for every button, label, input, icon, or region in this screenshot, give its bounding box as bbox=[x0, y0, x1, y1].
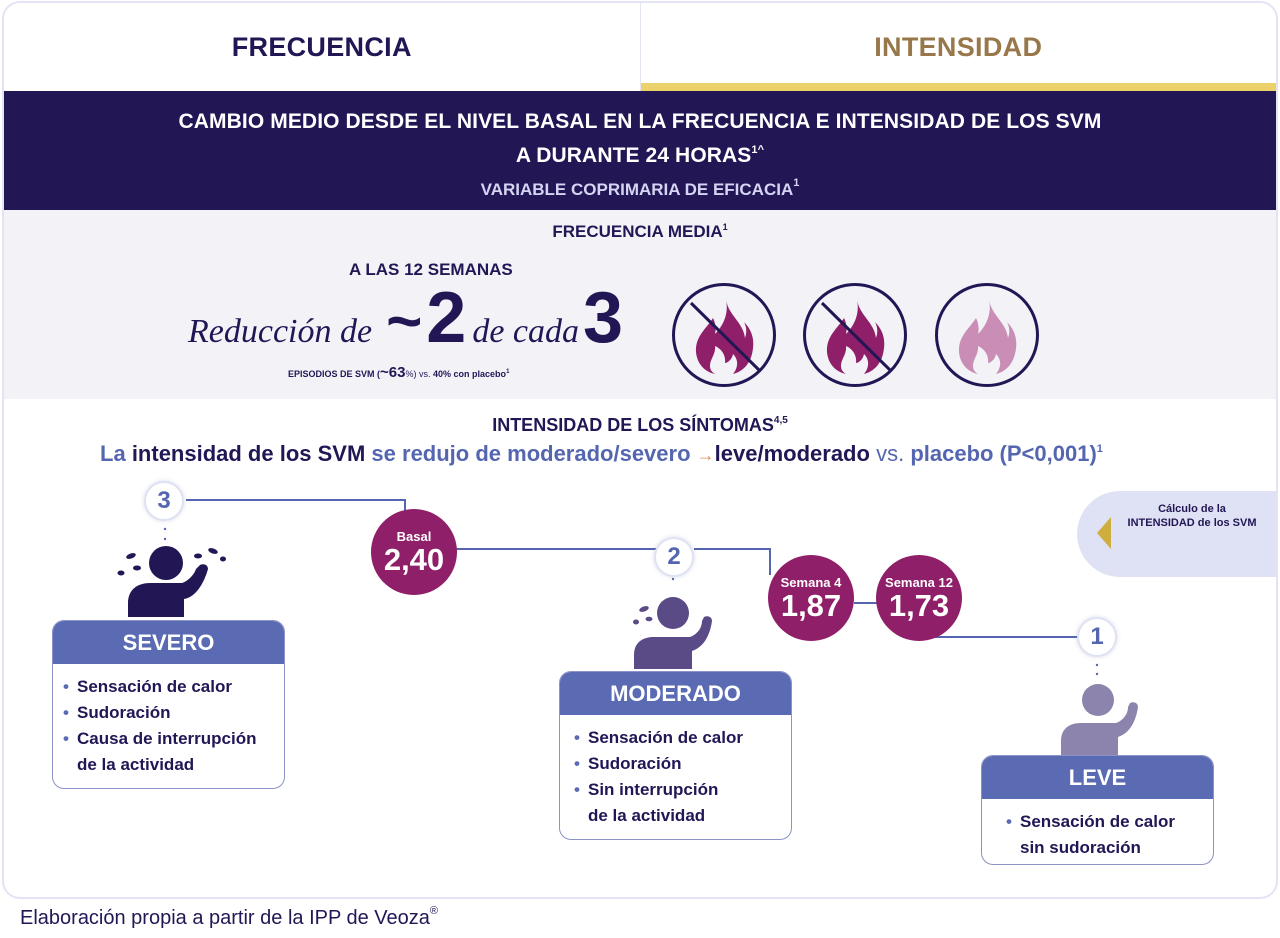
footnote-ref: 1 bbox=[1096, 443, 1103, 455]
intensity-heading-text: INTENSIDAD DE LOS SÍNTOMAS bbox=[492, 415, 774, 435]
calculation-tab-line2: INTENSIDAD de los SVM bbox=[1127, 517, 1257, 529]
level-2-badge: 2 bbox=[654, 537, 694, 577]
triangle-left-icon bbox=[1097, 517, 1111, 549]
person-severe-icon bbox=[118, 546, 227, 617]
banner-subtitle-text: VARIABLE COPRIMARIA DE EFICACIA bbox=[480, 180, 794, 199]
episodes-approx: ~ bbox=[380, 364, 389, 381]
symptom-item: • Sudoración bbox=[63, 700, 284, 726]
statement-part: La bbox=[100, 441, 126, 466]
infographic-card bbox=[2, 1, 1278, 899]
source-footer bbox=[20, 905, 438, 930]
calculation-intensity-tab[interactable] bbox=[1077, 491, 1278, 577]
episodes-pct: 63 bbox=[388, 364, 406, 381]
footer-text: Elaboración propia a partir de la IPP de Veoza bbox=[20, 907, 430, 929]
symptom-item: • Sudoración bbox=[574, 751, 791, 777]
score-label: Basal bbox=[396, 528, 432, 544]
statement-part: vs. bbox=[876, 441, 905, 466]
reduction-middle: de cada bbox=[472, 313, 580, 350]
severity-card-mild bbox=[981, 755, 1214, 865]
score-value: 1,73 bbox=[888, 587, 950, 623]
level-1-badge: 1 bbox=[1077, 617, 1117, 657]
footnote-ref: 1 bbox=[722, 222, 728, 232]
symptom-list bbox=[560, 715, 791, 829]
symptom-list bbox=[982, 799, 1213, 861]
footnote-ref: 1 bbox=[506, 369, 510, 375]
symptom-item: • Sensación de calor bbox=[574, 725, 791, 751]
calculation-tab-label bbox=[1117, 502, 1267, 530]
statement-part: placebo (P<0,001) bbox=[910, 441, 1097, 466]
person-mild-icon bbox=[1061, 684, 1138, 755]
symptom-item-continued: sin sudoración bbox=[1020, 838, 1141, 857]
reduction-prefix: Reducción de bbox=[188, 313, 373, 350]
score-value: 2,40 bbox=[383, 541, 445, 577]
symptom-item: • Causa de interrupción bbox=[63, 726, 284, 752]
tab-frecuencia[interactable]: FRECUENCIA bbox=[4, 3, 641, 91]
severity-title: MODERADO bbox=[560, 672, 791, 715]
symptom-item-continued: de la actividad bbox=[77, 755, 195, 774]
footnote-ref: 1^ bbox=[751, 144, 765, 156]
symptom-list bbox=[53, 664, 284, 778]
symptom-item-continued: de la actividad bbox=[588, 806, 706, 825]
severity-card-severe bbox=[52, 620, 285, 789]
footnote-ref: 1 bbox=[793, 177, 800, 189]
reduction-numerator: 2 bbox=[426, 278, 467, 358]
approx-symbol: ~ bbox=[386, 287, 423, 356]
tab-intensidad[interactable]: INTENSIDAD bbox=[641, 3, 1277, 91]
symptom-item: • Sensación de calor bbox=[1006, 809, 1213, 835]
episodes-pct-unit: %) bbox=[405, 369, 417, 379]
severity-title: LEVE bbox=[982, 756, 1213, 799]
frequency-heading-text: FRECUENCIA MEDIA bbox=[552, 222, 723, 241]
episodes-vs: vs. bbox=[419, 369, 431, 379]
person-moderate-icon bbox=[633, 597, 712, 669]
statement-part: intensidad de los SVM bbox=[131, 441, 366, 466]
severity-title: SEVERO bbox=[53, 621, 284, 664]
episodes-label: EPISODIOS DE SVM ( bbox=[288, 369, 381, 379]
registered-mark: ® bbox=[429, 905, 439, 917]
score-label: Semana 12 bbox=[885, 574, 953, 590]
score-week-4 bbox=[768, 555, 854, 641]
score-week-12 bbox=[876, 555, 962, 641]
statement-part: leve/moderado bbox=[714, 441, 870, 466]
score-value: 1,87 bbox=[780, 587, 842, 623]
symptom-item: • Sensación de calor bbox=[63, 674, 284, 700]
statement-part: se redujo de moderado/severo bbox=[371, 441, 691, 466]
severity-card-moderate bbox=[559, 671, 792, 840]
banner-title-line2: A DURANTE 24 HORAS bbox=[515, 144, 752, 167]
level-3-badge: 3 bbox=[144, 481, 184, 521]
reduction-denominator: 3 bbox=[583, 278, 624, 358]
calculation-tab-line1: Cálculo de la bbox=[1158, 503, 1226, 515]
episodes-placebo: 40% con placebo bbox=[433, 369, 507, 379]
score-basal bbox=[371, 509, 457, 595]
arrow-right-icon: → bbox=[696, 445, 715, 465]
score-label: Semana 4 bbox=[780, 574, 842, 590]
banner-title-line1: CAMBIO MEDIO DESDE EL NIVEL BASAL EN LA FRECUENCIA E INTENSIDAD DE LOS SVM bbox=[178, 110, 1102, 133]
footnote-ref: 4,5 bbox=[773, 415, 788, 426]
symptom-item: • Sin interrupción bbox=[574, 777, 791, 803]
weeks-label: A LAS 12 SEMANAS bbox=[349, 260, 513, 279]
